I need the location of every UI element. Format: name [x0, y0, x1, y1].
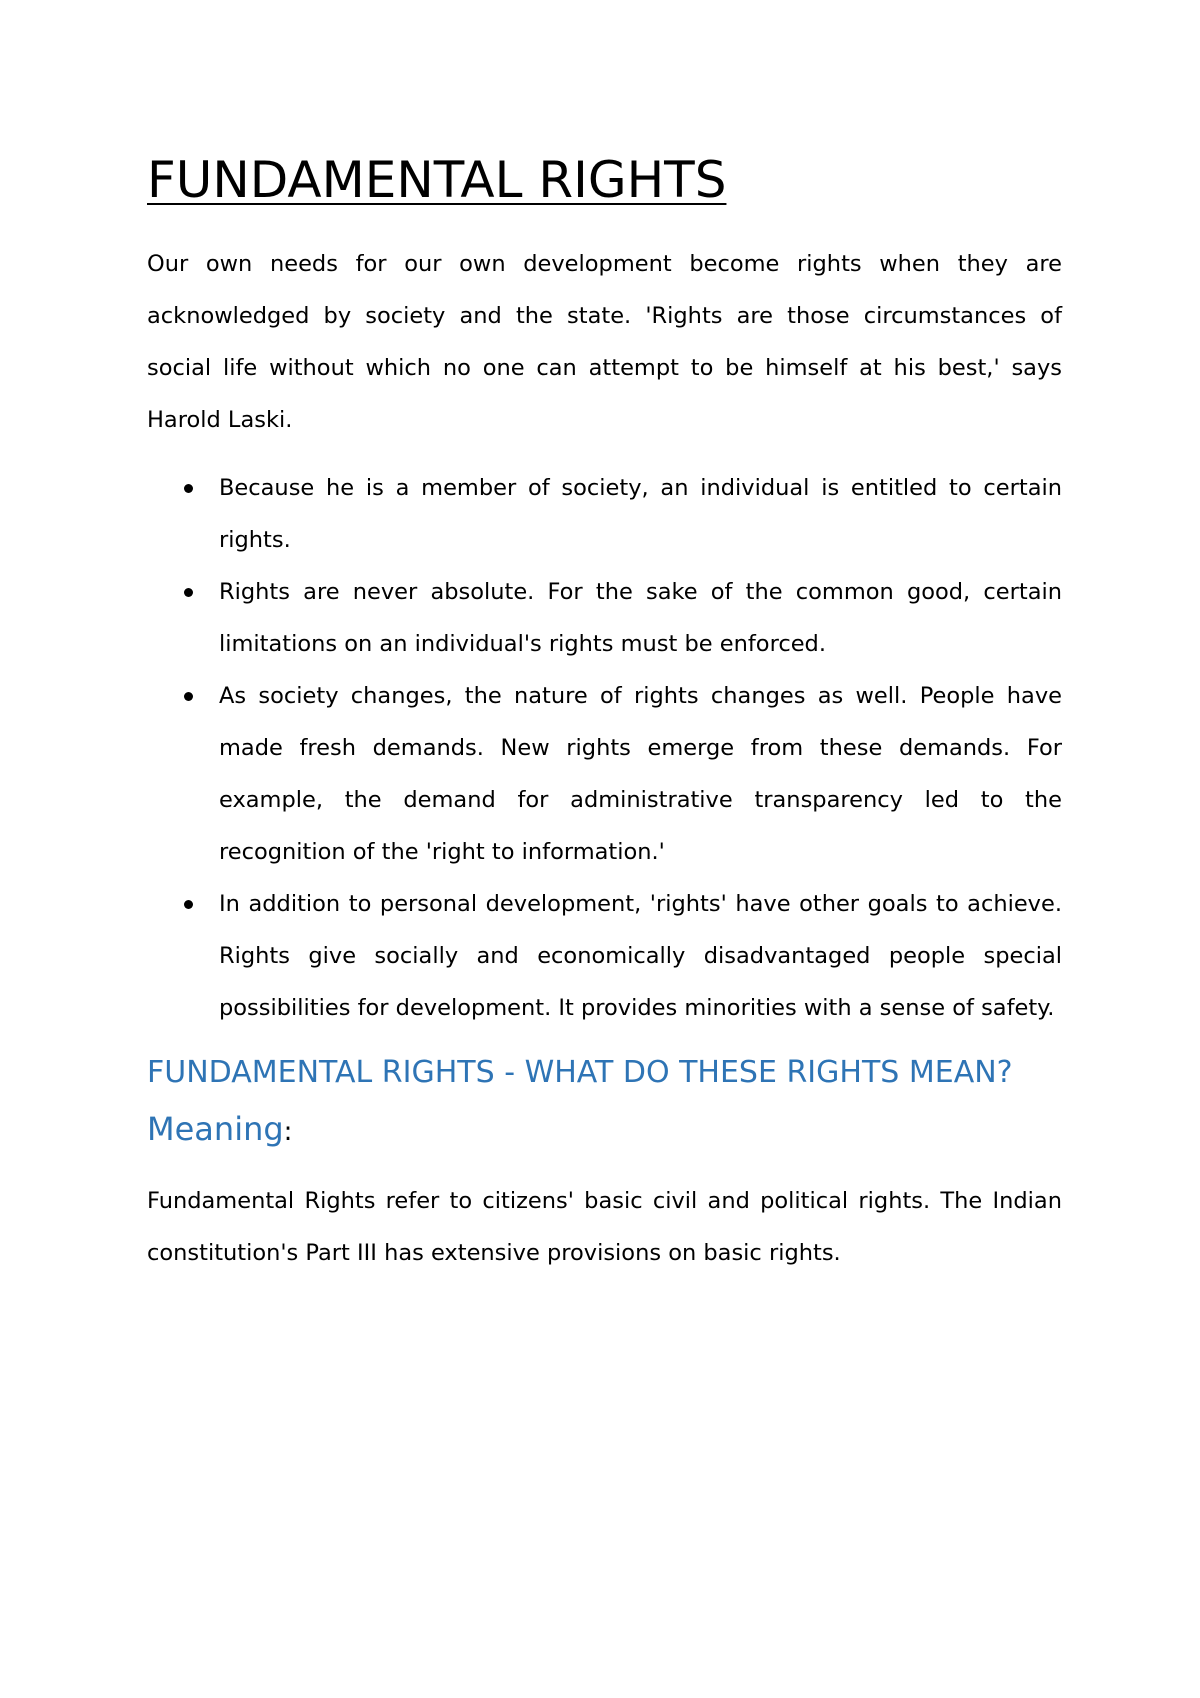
meaning-subheading: [147, 1101, 1062, 1161]
document-body: [147, 140, 1062, 1279]
bullet-list: [147, 462, 1062, 1034]
list-item-text: As society changes, the nature of rights changes as well. People have made fresh demands. New rights emerge from these demands. For example, the demand for administrative transparency led to the recognition of the 'right to information.': [219, 683, 1062, 865]
bullet-icon: [184, 900, 193, 909]
list-item-text: In addition to personal development, 'rights' have other goals to achieve. Rights give socially and economically disadvantaged people special possibilities for development. It provides minorities with a sense of safety.: [219, 891, 1062, 1021]
list-item-text: Because he is a member of society, an individual is entitled to certain rights.: [219, 475, 1062, 553]
list-item: [147, 878, 1062, 1034]
bullet-icon: [184, 484, 193, 493]
list-item-text: Rights are never absolute. For the sake of the common good, certain limitations on an individual's rights must be enforced.: [219, 579, 1062, 657]
intro-paragraph: Our own needs for our own development become rights when they are acknowledged by society and the state. 'Rights are those circumstances of social life without which no one can attempt to be himself at his best,' says Harold Laski.: [147, 251, 1062, 433]
meaning-paragraph: Fundamental Rights refer to citizens' basic civil and political rights. The Indian constitution's Part III has extensive provisions on basic rights.: [147, 1188, 1062, 1266]
bullet-icon: [184, 588, 193, 597]
document-title: FUNDAMENTAL RIGHTS: [147, 151, 727, 209]
list-item: [147, 462, 1062, 566]
bullet-icon: [184, 692, 193, 701]
list-item: [147, 670, 1062, 878]
meaning-subheading-text: Meaning: [147, 1110, 284, 1148]
list-item: [147, 566, 1062, 670]
section-heading: FUNDAMENTAL RIGHTS - WHAT DO THESE RIGHTS MEAN?: [147, 1055, 1013, 1090]
meaning-subheading-colon: :: [283, 1117, 293, 1147]
